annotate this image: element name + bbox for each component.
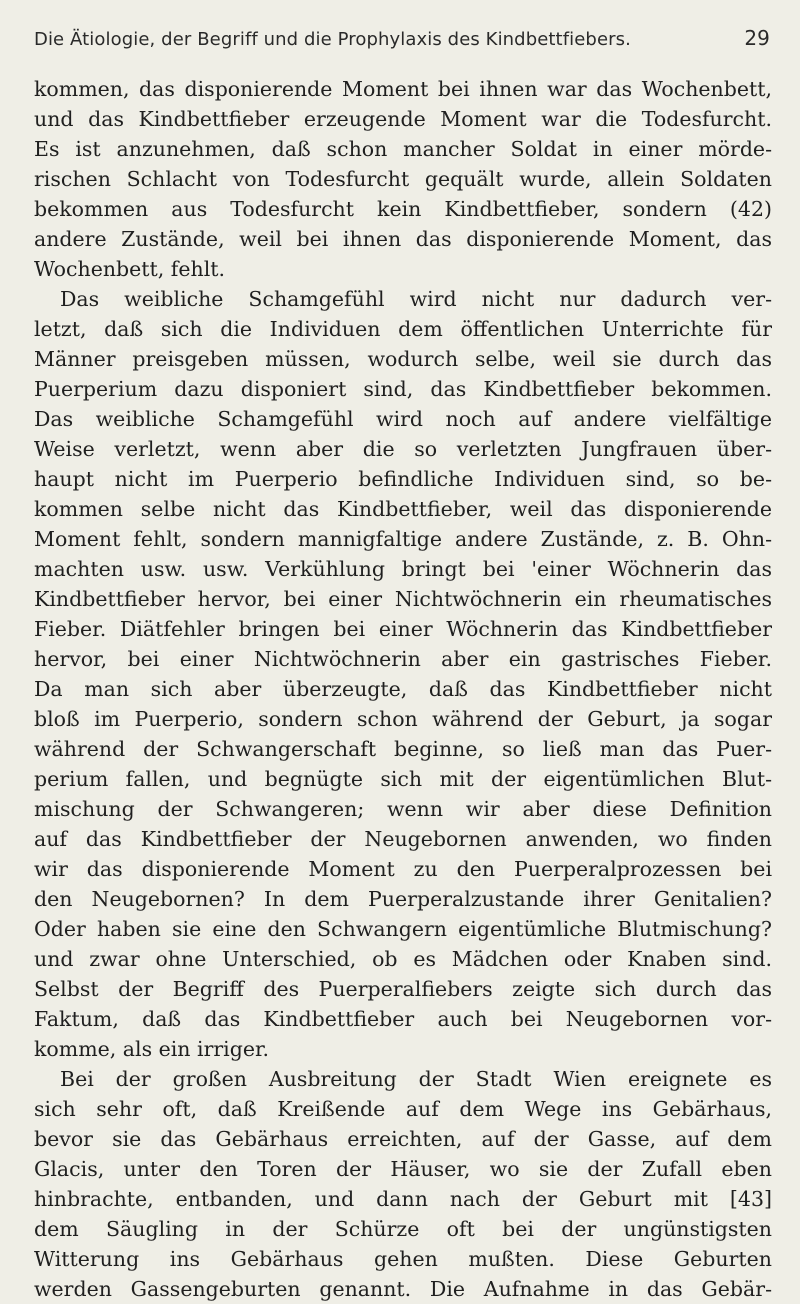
text-line: rischen Schlacht von Todesfurcht gequält wurde, allein Soldaten — [34, 167, 772, 191]
text-line: perium fallen, und begnügte sich mit der eigentümlichen Blut- — [34, 767, 772, 791]
text-line: hervor, bei einer Nichtwöchnerin aber ein gastrisches Fieber. — [34, 647, 772, 671]
text-line: letzt, daß sich die Individuen dem öffentlichen Unterrichte für — [34, 317, 772, 341]
text-line: machten usw. usw. Verkühlung bringt bei 'einer Wöchnerin das — [34, 557, 772, 581]
text-line: Bei der großen Ausbreitung der Stadt Wien ereignete es — [60, 1067, 772, 1091]
text-line: auf das Kindbettfieber der Neugebornen anwenden, wo finden — [34, 827, 772, 851]
text-line: haupt nicht im Puerperio befindliche Individuen sind, so be- — [34, 467, 772, 491]
text-line: Witterung ins Gebärhaus gehen mußten. Diese Geburten — [34, 1247, 772, 1271]
text-line: während der Schwangerschaft beginne, so ließ man das Puer- — [34, 737, 772, 761]
text-line: Puerperium dazu disponiert sind, das Kindbettfieber bekommen. — [34, 377, 772, 401]
body-text — [34, 74, 772, 1304]
text-line: andere Zustände, weil bei ihnen das disponierende Moment, das — [34, 227, 772, 251]
text-line: Fieber. Diätfehler bringen bei einer Wöchnerin das Kindbettfieber — [34, 617, 772, 641]
page-number: 29 — [744, 26, 770, 50]
text-line: den Neugebornen? In dem Puerperalzustande ihrer Genitalien? — [34, 887, 772, 911]
text-line: hinbrachte, entbanden, und dann nach der Geburt mit [43] — [34, 1187, 772, 1211]
text-line: wir das disponierende Moment zu den Puerperalprozessen bei — [34, 857, 772, 881]
text-line: sich sehr oft, daß Kreißende auf dem Wege ins Gebärhaus, — [34, 1097, 772, 1121]
text-line: mischung der Schwangeren; wenn wir aber diese Definition — [34, 797, 772, 821]
text-line: bloß im Puerperio, sondern schon während der Geburt, ja sogar — [34, 707, 772, 731]
text-line: Kindbettfieber hervor, bei einer Nichtwöchnerin ein rheumatisches — [34, 587, 772, 611]
text-line: Das weibliche Schamgefühl wird nicht nur dadurch ver- — [60, 287, 772, 311]
text-line: Oder haben sie eine den Schwangern eigentümliche Blutmischung? — [34, 917, 772, 941]
text-line: werden Gassengeburten genannt. Die Aufnahme in das Gebär- — [34, 1277, 772, 1301]
text-line: komme, als ein irriger. — [34, 1037, 270, 1061]
running-head — [34, 26, 770, 56]
text-line: Moment fehlt, sondern mannigfaltige andere Zustände, z. B. Ohn- — [34, 527, 772, 551]
text-line: kommen selbe nicht das Kindbettfieber, weil das disponierende — [34, 497, 772, 521]
text-line: Glacis, unter den Toren der Häuser, wo sie der Zufall eben — [34, 1157, 772, 1181]
text-line: Das weibliche Schamgefühl wird noch auf andere vielfältige — [34, 407, 772, 431]
text-line: und zwar ohne Unterschied, ob es Mädchen oder Knaben sind. — [34, 947, 772, 971]
text-line: Selbst der Begriff des Puerperalfiebers zeigte sich durch das — [34, 977, 772, 1001]
text-line: Weise verletzt, wenn aber die so verletzten Jungfrauen über- — [34, 437, 772, 461]
text-line: Es ist anzunehmen, daß schon mancher Soldat in einer mörde- — [34, 137, 772, 161]
text-line: dem Säugling in der Schürze oft bei der ungünstigsten — [34, 1217, 772, 1241]
text-line: Wochenbett, fehlt. — [34, 257, 226, 281]
text-line: Faktum, daß das Kindbettfieber auch bei Neugebornen vor- — [34, 1007, 772, 1031]
text-line: kommen, das disponierende Moment bei ihnen war das Wochenbett, — [34, 77, 772, 101]
text-line: bevor sie das Gebärhaus erreichten, auf der Gasse, auf dem — [34, 1127, 772, 1151]
text-line: bekommen aus Todesfurcht kein Kindbettfieber, sondern (42) — [34, 197, 772, 221]
text-line: Männer preisgeben müssen, wodurch selbe, weil sie durch das — [34, 347, 772, 371]
running-head-title: Die Ätiologie, der Begriff und die Prophylaxis des Kindbettfiebers. — [34, 29, 631, 50]
text-line: und das Kindbettfieber erzeugende Moment war die Todesfurcht. — [34, 107, 772, 131]
text-line: Da man sich aber überzeugte, daß das Kindbettfieber nicht — [34, 677, 772, 701]
